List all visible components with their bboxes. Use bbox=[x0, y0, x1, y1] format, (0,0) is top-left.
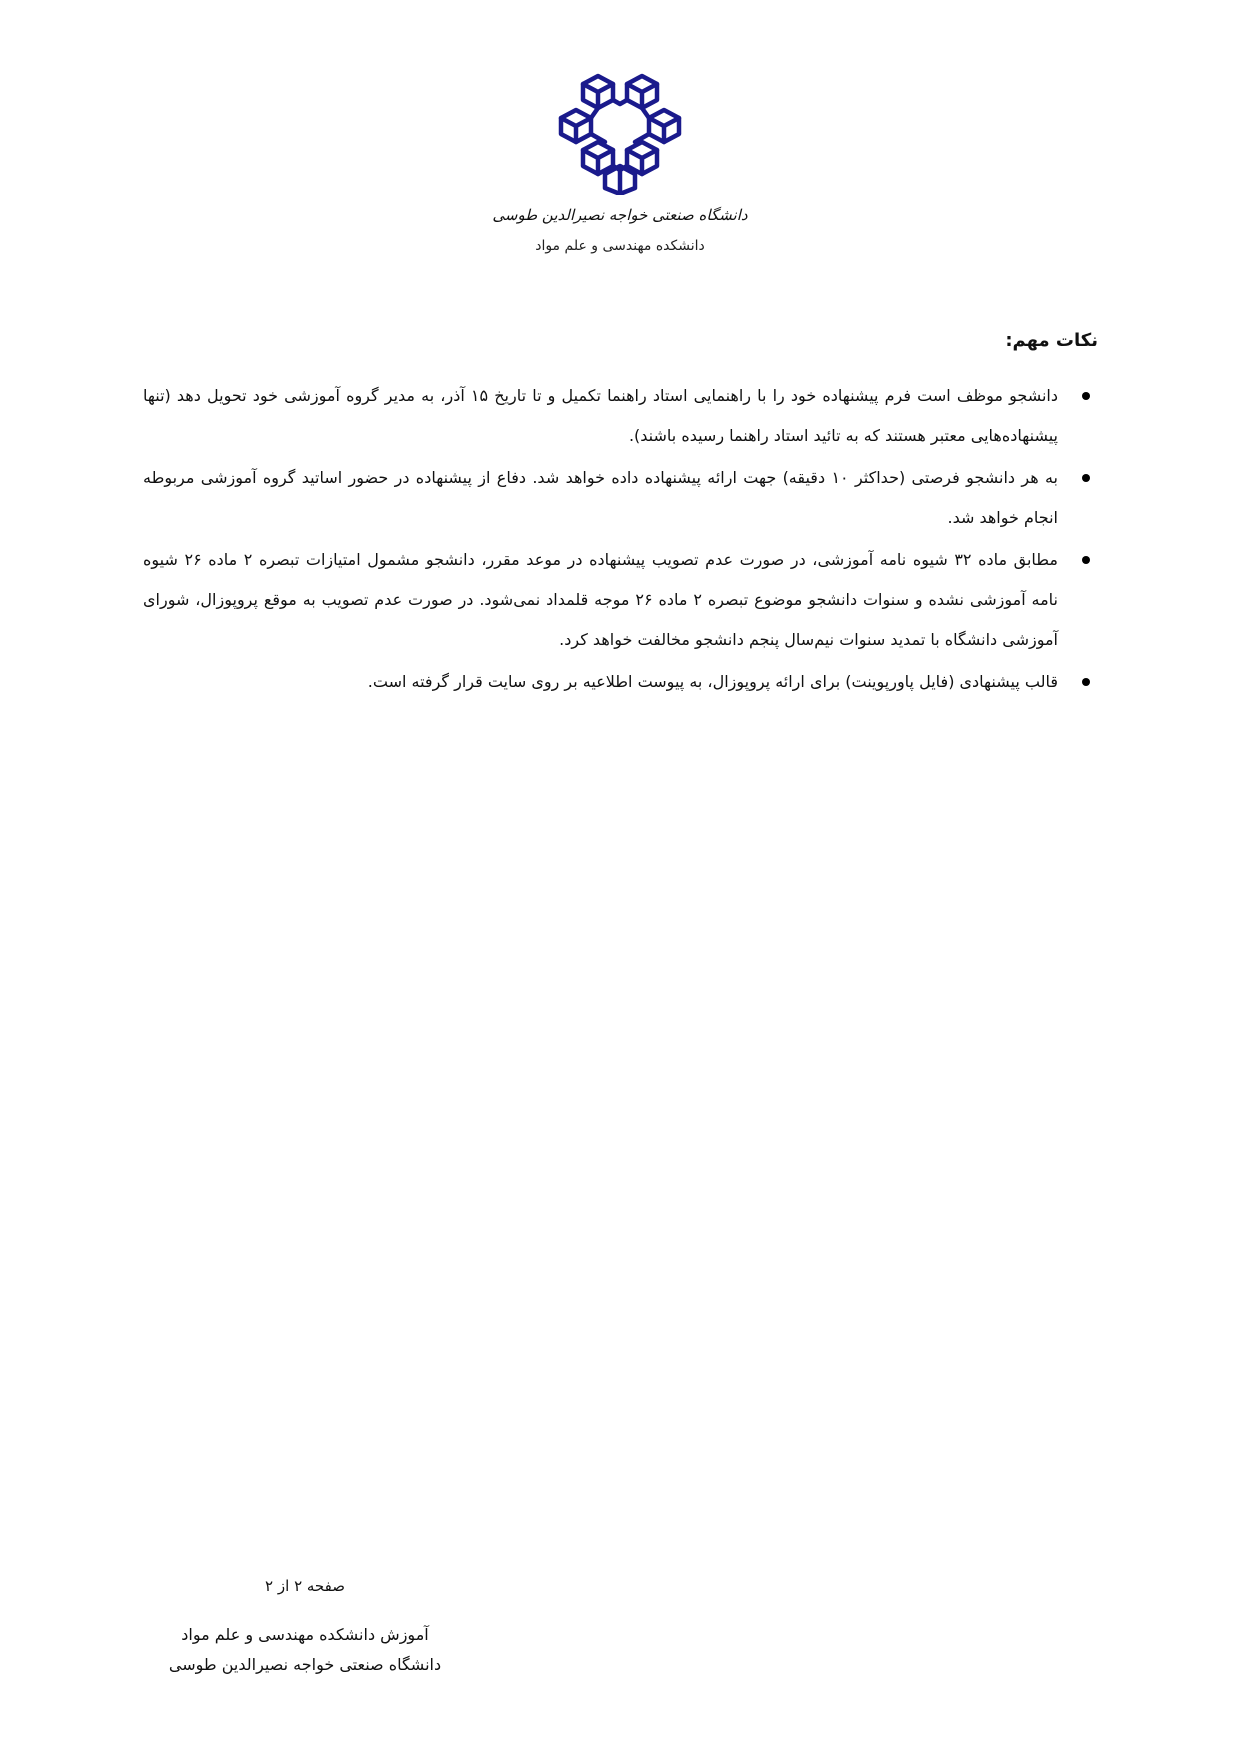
notes-list bbox=[143, 376, 1098, 702]
list-item bbox=[143, 662, 1098, 702]
list-item-text: قالب پیشنهادی (فایل پاورپوینت) برای ارائه پروپوزال، به پیوست اطلاعیه بر روی سایت قرار گرفته است. bbox=[367, 672, 1058, 691]
page-number: صفحه ۲ از ۲ bbox=[265, 1577, 345, 1595]
university-wordmark: دانشگاه صنعتی خواجه نصیرالدین طوسی bbox=[492, 206, 748, 224]
document-header bbox=[0, 70, 1240, 255]
list-item bbox=[143, 540, 1098, 660]
document-footer bbox=[140, 1576, 470, 1680]
list-item-text: دانشجو موظف است فرم پیشنهاده خود را با راهنمایی استاد راهنما تکمیل و تا تاریخ ۱۵ آذر، به مدیر گروه آموزشی خود تحویل دهد (تنها پیشنهاده‌هایی معتبر هستند که به تائید استاد راهنما رسیده باشند). bbox=[143, 386, 1058, 445]
list-item bbox=[143, 376, 1098, 456]
bullet-icon bbox=[1082, 678, 1090, 686]
important-notes-section bbox=[143, 328, 1098, 704]
university-logo-icon bbox=[555, 70, 685, 195]
footer-department: آموزش دانشکده مهندسی و علم مواد bbox=[181, 1625, 429, 1644]
bullet-icon bbox=[1082, 556, 1090, 564]
list-item bbox=[143, 458, 1098, 538]
bullet-icon bbox=[1082, 474, 1090, 482]
list-item-text: به هر دانشجو فرصتی (حداکثر ۱۰ دقیقه) جهت ارائه پیشنهاده داده خواهد شد. دفاع از پیشنهاده در حضور اساتید گروه آموزشی مربوطه انجام خواهد شد. bbox=[143, 468, 1059, 527]
footer-university: دانشگاه صنعتی خواجه نصیرالدین طوسی bbox=[168, 1655, 442, 1674]
faculty-name: دانشکده مهندسی و علم مواد bbox=[535, 238, 705, 254]
notes-title: نکات مهم: bbox=[1005, 330, 1098, 351]
list-item-text: مطابق ماده ۳۲ شیوه نامه آموزشی، در صورت عدم تصویب پیشنهاده در موعد مقرر، دانشجو مشمول امتیازات تبصره ۲ ماده ۲۶ شیوه نامه آموزشی نشده و سنوات دانشجو موضوع تبصره ۲ ماده ۲۶ موجه قلمداد نمی‌شود. در صورت عدم تصویب به موقع پروپوزال، شورای آموزشی دانشگاه با تمدید سنوات نیم‌سال پنجم دانشجو مخالفت خواهد کرد. bbox=[143, 550, 1059, 649]
bullet-icon bbox=[1082, 392, 1090, 400]
